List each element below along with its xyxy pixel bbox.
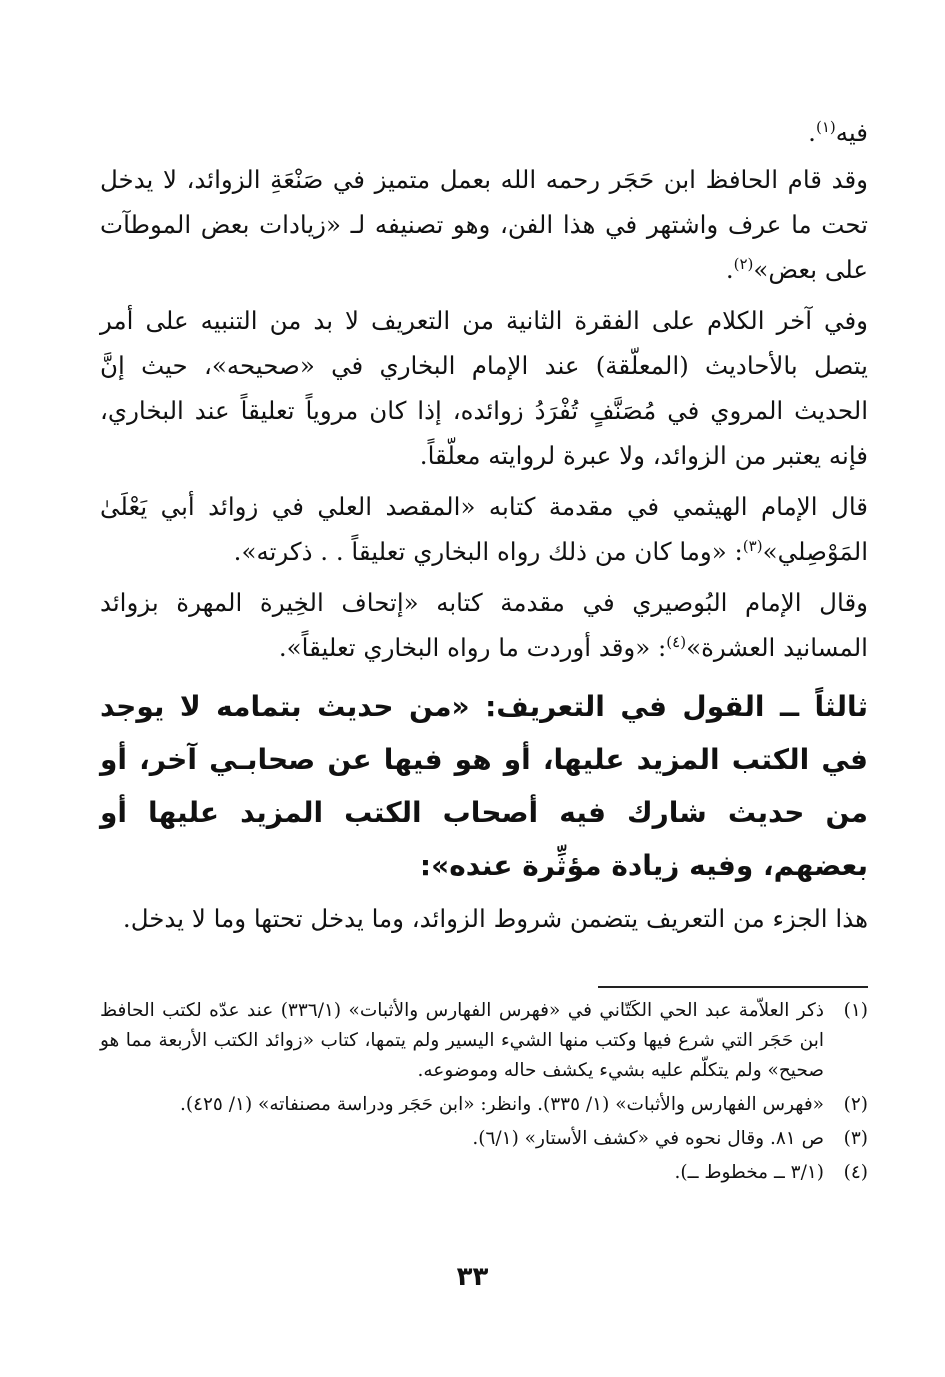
footnote-separator bbox=[598, 986, 868, 988]
paragraph-muallaq bbox=[100, 298, 868, 478]
footnote-item bbox=[100, 1158, 868, 1188]
footnotes bbox=[100, 996, 868, 1192]
footnote-ref-1: (١) bbox=[815, 117, 836, 136]
main-text bbox=[100, 110, 868, 947]
footnote-text: ص ٨١. وقال نحوه في «كشف الأستار» (٦/١). bbox=[472, 1128, 824, 1149]
paragraph-text: وفي آخر الكلام على الفقرة الثانية من التعريف لا بد من التنبيه على أمر يتصل بالأحاديث (المعلّقة) عند الإمام البخاري في «صحيحه»، حيث إنَّ الحديث المروي في مُصَنَّفٍ تُفْرَدُ زوائده، إذا كان مروياً تعليقاً عند البخاري، فإنه يعتبر من الزوائد، ولا عبرة لروايته معلّقاً. bbox=[100, 306, 868, 470]
footnote-ref-4: (٤) bbox=[666, 632, 687, 651]
footnote-item bbox=[100, 996, 868, 1086]
footnote-text: (٣/١ ــ مخطوط ــ). bbox=[674, 1162, 824, 1183]
footnote-number: (٤) bbox=[843, 1162, 868, 1183]
footnote-ref-3: (٣) bbox=[742, 536, 763, 555]
paragraph-text: وقد قام الحافظ ابن حَجَر رحمه الله بعمل متميز في صَنْعَةِ الزوائد، لا يدخل تحت ما عرف واشتهر في هذا الفن، وهو تصنيفه لـ «زيادات بعض الموطآت على بعض» bbox=[100, 165, 868, 284]
paragraph-busiri bbox=[100, 580, 868, 670]
opening-fragment: فيه$^{(١)}$. bbox=[808, 117, 868, 147]
definition-heading: ثالثاً ــ القول في التعريف: «من حديث بتمامه لا يوجد في الكتب المزيد عليها، أو هو فيها عن صحابـي آخر، أو من حديث شارك فيه أصحاب الكتب المزيد عليها أو بعضهم، وفيه زيادة مؤثِّرة عنده»: bbox=[100, 690, 868, 882]
footnote-item bbox=[100, 1090, 868, 1120]
footnote-number: (٣) bbox=[843, 1128, 868, 1149]
paragraph-hajar-zawaid: وقد قام الحافظ ابن حَجَر رحمه الله بعمل متميز في صَنْعَةِ الزوائد، لا يدخل تحت ما عرف واشتهر في هذا الفن، وهو تصنيفه لـ «زيادات بعض الموطآت على بعض»$^{(٢)}$. bbox=[100, 165, 868, 284]
opening-fragment-text: فيه bbox=[835, 118, 868, 147]
paragraph-conditions: هذا الجزء من التعريف يتضمن شروط الزوائد، وما يدخل تحتها وما لا يدخل. bbox=[122, 904, 868, 933]
paragraph-text: وقال الإمام البُوصيري في مقدمة كتابه «إتحاف الخِيرة المهرة بزوائد المسانيد العشرة» bbox=[100, 588, 868, 662]
page-number: ٣٣ bbox=[456, 1262, 489, 1292]
footnote-text: ذكر العلاّمة عبد الحي الكَتّاني في «فهرس الفهارس والأثبات» (٣٣٦/١) عند عدّه لكتب الحافظ ابن حَجَر التي شرع فيها وكتب منها الشيء اليسير ولم يتمها، كتاب «زوائد الكتب الأربعة مما هو صحيح» ولم يتكلّم عليه بشيء يكشف حاله وموضوعه. bbox=[100, 1000, 824, 1081]
footnote-text: «فهرس الفهارس والأثبات» (١/ ٣٣٥). وانظر: «ابن حَجَر ودراسة مصنفاته» (١/ ٤٢٥). bbox=[179, 1094, 824, 1115]
paragraph-haythami bbox=[100, 484, 868, 574]
footnote-number: (٢) bbox=[843, 1094, 868, 1115]
paragraph-text-cont: : «وما كان من ذلك رواه البخاري تعليقاً . . ذكرته». bbox=[233, 537, 743, 566]
paragraph-text-cont: : «وقد أوردت ما رواه البخاري تعليقاً». bbox=[278, 633, 667, 662]
paragraph-text: قال الإمام الهيثمي في مقدمة كتابه «المقصد العلي في زوائد أبي يَعْلَىٰ المَوْصِلي» bbox=[100, 492, 868, 566]
footnote-item bbox=[100, 1124, 868, 1154]
footnote-ref-2: (٢) bbox=[733, 254, 754, 273]
footnote-number: (١) bbox=[843, 1000, 868, 1021]
